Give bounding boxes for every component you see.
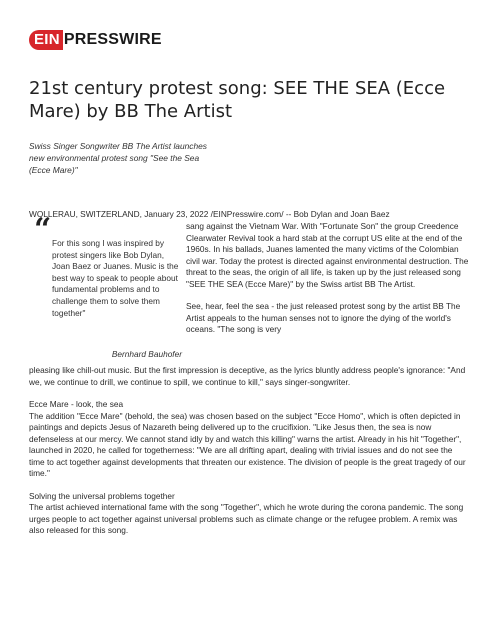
logo-presswire-text: PRESSWIRE [63, 31, 162, 48]
second-paragraph-continued: pleasing like chill-out music. But the first impression is deceptive, as the lyrics bluntly address people's ignorance: "And we, we continue to drill, we continue to spill, we continue to kill," says singer-songwriter. [29, 365, 466, 387]
section-heading-ecce-mare: Ecce Mare - look, the sea [29, 399, 124, 409]
section-body-together: The artist achieved international fame with the song "Together", which he wrote during the corona pandemic. The song urges people to act together against universal problems such as climate change or the refugee problem. A remix was also released for this song. [29, 502, 464, 535]
article-title: 21st century protest song: SEE THE SEA (Ecce Mare) by BB The Artist [29, 78, 446, 122]
pull-quote-text: For this song I was inspired by protest singers like Bob Dylan, Joan Baez or Juanes. Music is the best way to speak to people about fundamental problems and to challenge them to solve them together" [52, 238, 179, 318]
quote-mark-icon: “ [34, 212, 52, 247]
pull-quote-author: Bernhard Bauhofer [111, 349, 182, 359]
intro-paragraph: sang against the Vietnam War. With "Fortunate Son" the group Creedence Clearwater Revival took a hard stab at the corrupt US elite at the end of the 1960s. In his ballads, Juanes lamented the many victims of the Colombian civil war. Today the protest is directed against environmental destruction. The threat to the seas, the origin of all life, is taken up by the just released song "SEE THE SEA (Ecce Mare)" by the Swiss artist BB The Artist. [186, 221, 469, 289]
logo-ein-badge: EIN [29, 30, 63, 50]
section-body-ecce-mare: The addition "Ecce Mare" (behold, the sea) was chosen based on the subject "Ecce Homo", which is often depicted in paintings and depicts Jesus of Nazareth being delivered up to the crucifixion. "Like Jesus then, the sea is now defenseless at our mercy. We cannot stand idly by and watch this killing" warns the artist. Already in his hit "Together", launched in 2020, he called for togetherness: "We are all drifting apart, dealing with trivial issues and do not see the time to act together against developments that threaten our existence. The division of people is the great tragedy of our time." [29, 410, 466, 478]
second-paragraph-start: See, hear, feel the sea - the just released protest song by the artist BB The Artist appeals to the human senses not to ignore the dying of the world's oceans. "The song is very [186, 301, 461, 334]
dateline-paragraph: WOLLERAU, SWITZERLAND, January 23, 2022 /EINPresswire.com/ -- Bob Dylan and Joan Baez [29, 209, 390, 219]
article-subtitle: Swiss Singer Songwriter BB The Artist launches new environmental protest song "See the Sea (Ecce Mare)" [29, 141, 207, 175]
einpresswire-logo[interactable] [29, 30, 162, 50]
article-right-column [186, 221, 471, 336]
section-heading-together: Solving the universal problems together [29, 490, 175, 501]
article-body-full-width [29, 365, 469, 537]
